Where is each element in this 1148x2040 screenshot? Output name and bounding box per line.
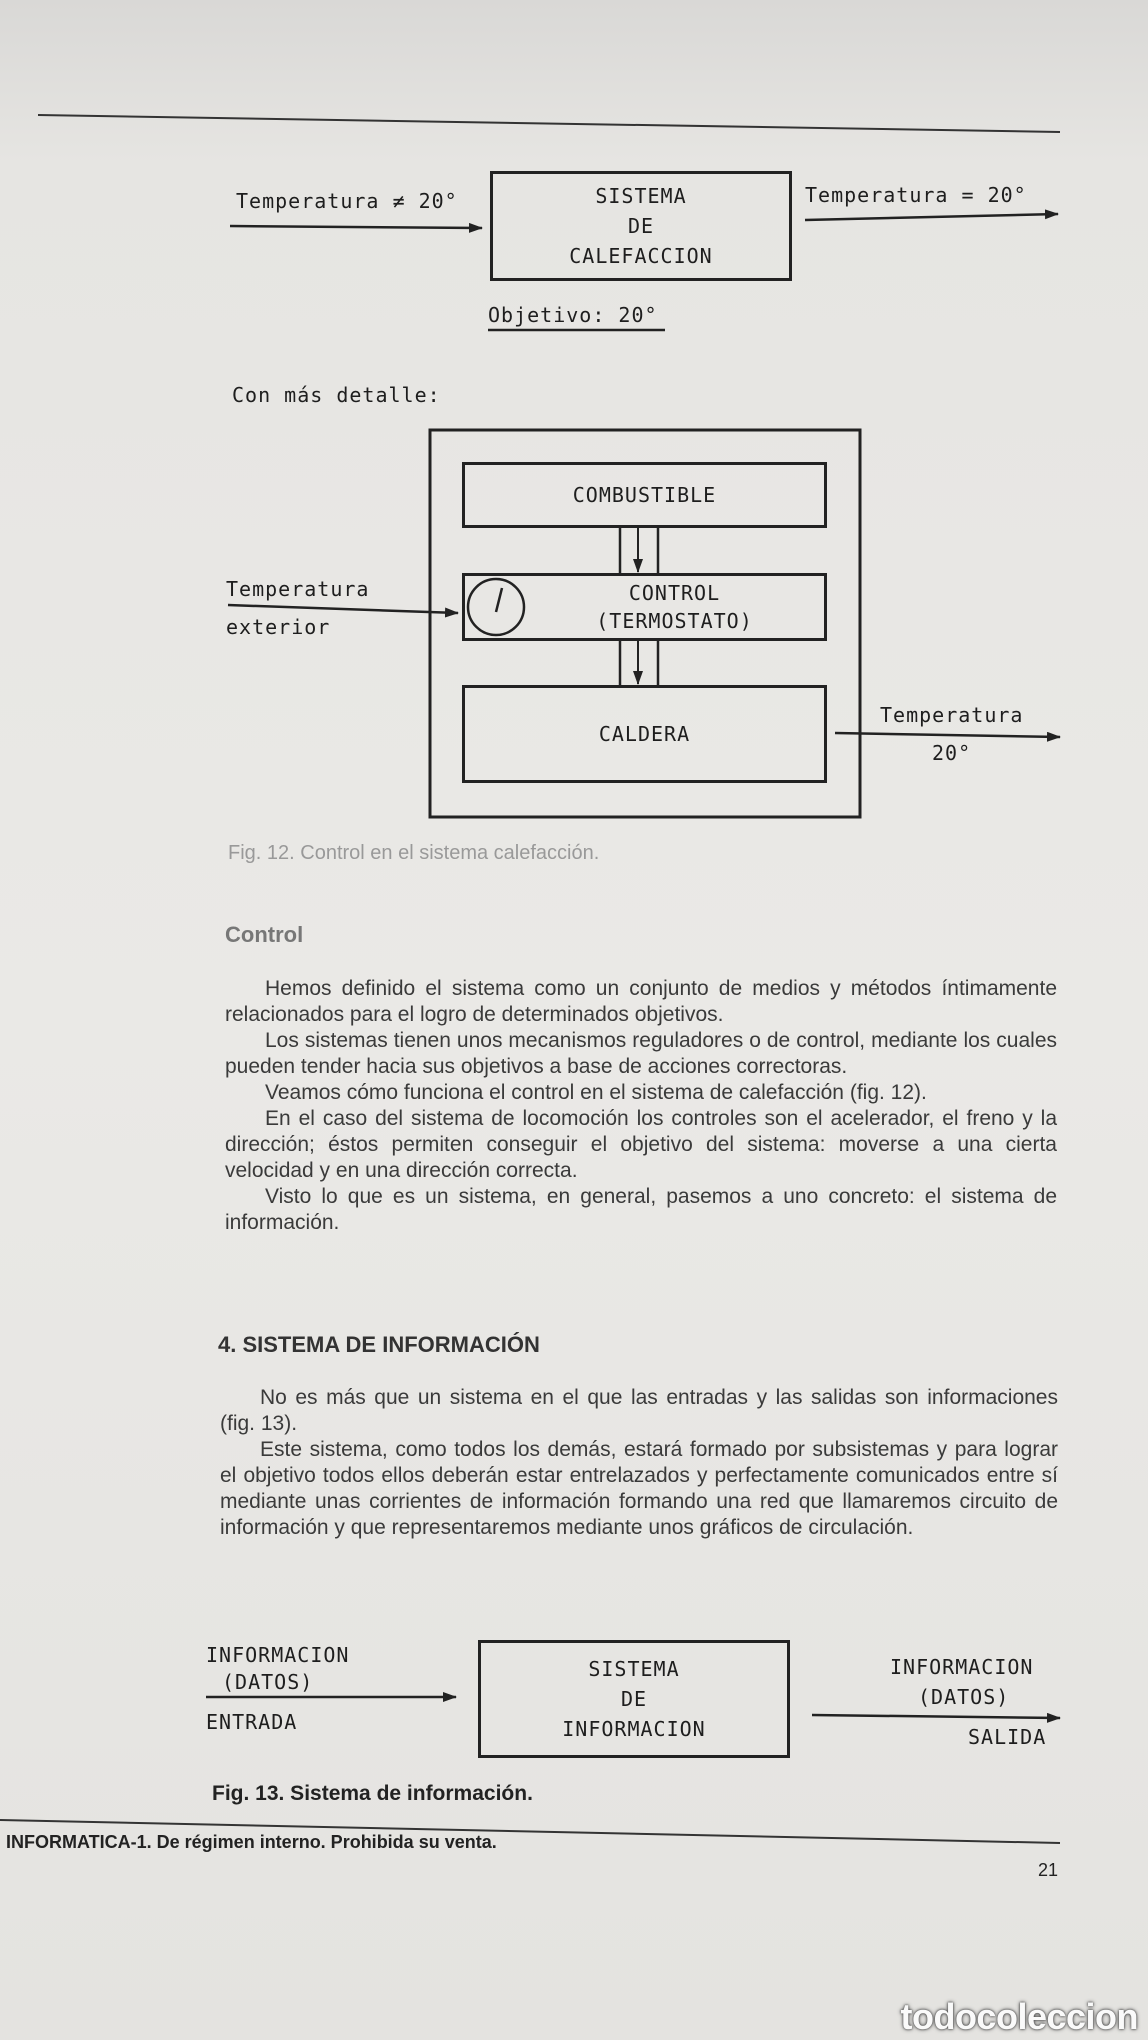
arrow-out-2 [835, 733, 1060, 737]
footer-text: INFORMATICA-1. De régimen interno. Prohibida su venta. [6, 1832, 497, 1852]
output-info-line2: (DATOS) [918, 1685, 1010, 1709]
output-temp-line2: 20° [932, 741, 972, 765]
control-paragraph-3: Veamos cómo funciona el control en el sistema de calefacción (fig. 12). [265, 1081, 927, 1104]
box-line-1: SISTEMA [595, 184, 687, 208]
input-info-line1: INFORMACION [206, 1643, 350, 1667]
exterior-temp-line1: Temperatura [226, 577, 370, 601]
box-line-3: CALEFACCION [569, 244, 713, 268]
info-paragraph-1: No es más que un sistema en el que las entradas y las salidas son informaciones (fig. 13). [220, 1386, 1058, 1435]
info-box-line-3: INFORMACION [562, 1717, 706, 1741]
top-rule [38, 115, 1060, 132]
combustible-label: COMBUSTIBLE [572, 483, 717, 507]
input-info-line2: (DATOS) [222, 1670, 314, 1694]
control-box [462, 573, 827, 641]
output-info-line1: INFORMACION [890, 1655, 1034, 1679]
information-system-box [478, 1640, 790, 1758]
section-4-heading: 4. SISTEMA DE INFORMACIÓN [218, 1332, 540, 1357]
fig12-caption: Fig. 12. Control en el sistema calefacción. [228, 842, 600, 864]
arrow-in-1 [230, 226, 482, 228]
output-temperature-label: Temperatura = 20° [805, 183, 1027, 207]
combustible-box [462, 462, 827, 528]
arrow-out-3 [812, 1715, 1060, 1718]
thermostat-label: (TERMOSTATO) [596, 609, 753, 633]
input-temperature-label: Temperatura ≠ 20° [236, 189, 458, 213]
heating-system-box [490, 171, 792, 281]
control-paragraphs [225, 976, 1057, 1236]
detail-intro: Con más detalle: [232, 383, 441, 407]
watermark-logo: todocoleccion [900, 1996, 1138, 2037]
entrada-label: ENTRADA [206, 1710, 298, 1734]
caldera-box [462, 685, 827, 783]
control-paragraph-4: En el caso del sistema de locomoción los controles son el acelerador, el freno y la dirección; éstos permiten conseguir el objetivo del sistema: moverse a una cierta velocidad y en una dirección correcta. [225, 1107, 1057, 1182]
control-paragraph-5: Visto lo que es un sistema, en general, pasemos a uno concreto: el sistema de información. [225, 1185, 1057, 1234]
box-line-2: DE [627, 214, 655, 238]
info-paragraph-2: Este sistema, como todos los demás, estará formado por subsistemas y para lograr el objetivo todos ellos deberán estar entrelazados y perfectamente comunicados entre sí mediante unas corrientes de información formando una red que llamaremos circuito de información y que representaremos mediante unos gráficos de circulación. [220, 1438, 1058, 1539]
info-box-line-2: DE [620, 1687, 648, 1711]
control-heading: Control [225, 922, 304, 947]
control-paragraph-2: Los sistemas tienen unos mecanismos reguladores o de control, mediante los cuales pueden tender hacia sus objetivos a base de acciones correctoras. [225, 1029, 1057, 1078]
info-paragraphs [220, 1385, 1058, 1541]
exterior-temp-line2: exterior [226, 615, 331, 639]
arrow-out-1 [805, 214, 1058, 220]
output-temp-line1: Temperatura [880, 703, 1024, 727]
objective-label: Objetivo: 20° [488, 303, 658, 327]
info-box-line-1: SISTEMA [588, 1657, 680, 1681]
salida-label: SALIDA [968, 1725, 1047, 1749]
control-label: CONTROL [628, 581, 721, 605]
caldera-label: CALDERA [598, 722, 691, 746]
page-number: 21 [1038, 1860, 1059, 1880]
fig13-caption: Fig. 13. Sistema de información. [212, 1782, 533, 1805]
control-paragraph-1: Hemos definido el sistema como un conjunto de medios y métodos íntimamente relacionados para el logro de determinados objetivos. [225, 977, 1057, 1026]
